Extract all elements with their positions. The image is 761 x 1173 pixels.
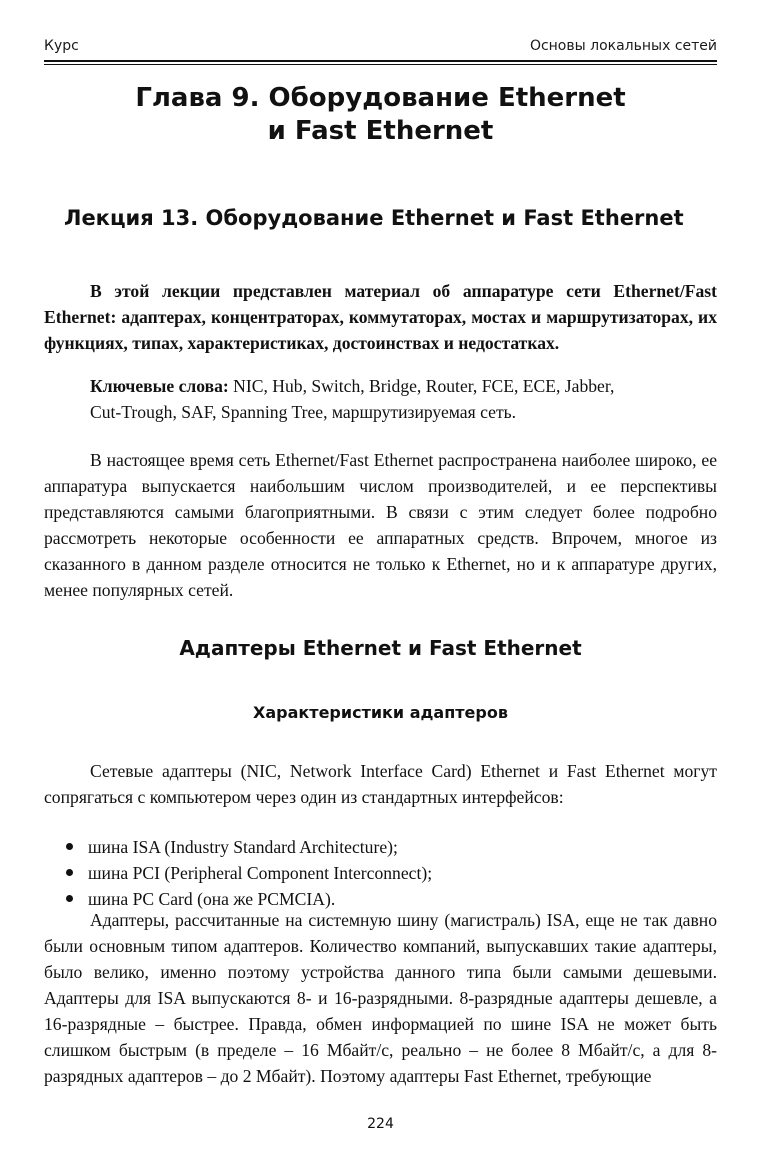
subsection-title: Характеристики адаптеров [253,703,508,722]
running-header [44,38,717,60]
list-item-text: шина PC Card (она же PCMCIA). [88,889,336,909]
list-item-text: шина ISA (Industry Standard Architecture); [88,837,398,857]
list-item [66,860,717,886]
header-course: Курс [44,38,79,54]
lecture-abstract: В этой лекции представлен материал об аппаратуре сети Ethernet/Fast Ethernet: адаптерах, концентраторах, коммутаторах, мостах и маршрутизаторах, их функциях, типах, характеристиках, достоинствах и недостатках. [44,281,717,353]
keywords-label: Ключевые слова: [90,376,229,396]
header-rule-thin [44,64,717,65]
bullet-icon [66,843,73,850]
chapter-title [40,82,721,148]
header-rule-thick [44,60,717,62]
keywords [90,373,717,425]
chapter-title-line1: Глава 9. Оборудование Ethernet [135,83,626,113]
page-number: 224 [367,1116,394,1132]
body-paragraph-2: Адаптеры, рассчитанные на системную шину (магистраль) ISA, еще не так давно были основным типом адаптеров. Количество компаний, выпускавших такие адаптеры, было велико, именно поэтому устройства данного типа были самыми дешевыми. Адаптеры для ISA выпускаются 8- и 16-разрядными. 8-разрядные адаптеры дешевле, а 16-разрядные – быстрее. Правда, обмен информацией по шине ISA не может быть слишком быстрым (в пределе – 16 Мбайт/с, реально – не более 8 Мбайт/с, а для 8-разрядных адаптеров – до 2 Мбайт). Поэтому адаптеры Fast Ethernet, требующие [44,910,717,1086]
body-paragraph-1: Сетевые адаптеры (NIC, Network Interface Card) Ethernet и Fast Ethernet могут сопрягаться с компьютером через один из стандартных интерфейсов: [44,761,717,807]
intro-paragraph: В настоящее время сеть Ethernet/Fast Ethernet распространена наиболее широко, ее аппаратура выпускается наибольшим числом производителей, и ее перспективы представляются самыми благоприятными. В связи с этим следует более подробно рассмотреть некоторые особенности ее аппаратных средств. Впрочем, многое из сказанного в данном разделе относится не только к Ethernet, но и к аппаратуре других, менее популярных сетей. [44,450,717,600]
list-item [66,834,717,860]
bullet-icon [66,895,73,902]
section-title: Адаптеры Ethernet и Fast Ethernet [179,636,582,660]
bullet-icon [66,869,73,876]
interface-list [66,834,717,912]
header-book-title: Основы локальных сетей [529,38,717,54]
keywords-line1: NIC, Hub, Switch, Bridge, Router, FCE, ECE, Jabber, [228,376,615,396]
chapter-title-line2: и Fast Ethernet [267,116,494,146]
keywords-line2: Cut-Trough, SAF, Spanning Tree, маршрутизируемая сеть. [90,402,517,422]
lecture-title: Лекция 13. Оборудование Ethernet и Fast Ethernet [64,206,684,230]
list-item-text: шина PCI (Peripheral Component Interconnect); [88,863,433,883]
